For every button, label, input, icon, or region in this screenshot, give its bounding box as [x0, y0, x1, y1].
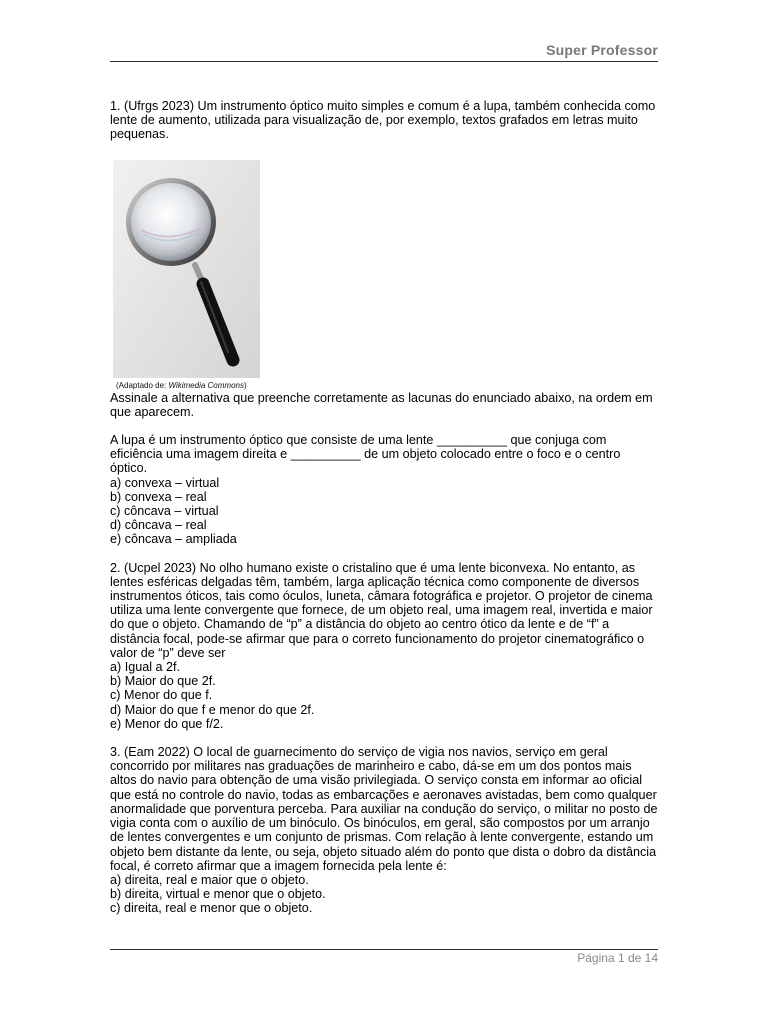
question-3-body: (Eam 2022) O local de guarnecimento do serviço de vigia nos navios, serviço em geral concorrido por militares nas graduações de marinheiro e cabo, dá-se em um dos pontos mais altos do navio para obtenção de uma visão privilegiada. O serviço consta em informar ao oficial que está no controle do navio, todas as embarcações e aeronaves avistadas, bem como qualquer anormalidade que porventura perceba. Para auxiliar na condução do serviço, o militar no posto de vigia conta com o auxílio de um binóculo. Os binóculos, em geral, são compostos por um arranjo de lentes convergentes e um conjunto de prismas. Com relação à lente convergente, estando um objeto bem distante da lente, ou seja, objeto situado além do ponto que dista o dobro da distância focal, é correto afirmar que a imagem fornecida pela lente é: — [110, 745, 658, 873]
option: b) convexa – real — [110, 489, 207, 504]
option: e) côncava – ampliada — [110, 532, 237, 547]
option: c) Menor do que f. — [110, 688, 213, 703]
option: c) côncava – virtual — [110, 504, 219, 519]
option: b) direita, virtual e menor que o objeto. — [110, 887, 326, 902]
option: c) direita, real e menor que o objeto. — [110, 901, 313, 916]
footer-divider — [110, 949, 658, 950]
question-1-number: 1 — [110, 99, 118, 113]
magnifying-glass-icon — [113, 160, 260, 378]
question-2-text: 2. (Ucpel 2023) No olho humano existe o cristalino que é uma lente biconvexa. No entanto, as lentes esféricas delgadas têm, também, larga aplicação técnica como componente de diversos instrumentos óticos, tais como óculos, luneta, câmara fotográfica e projetor. O projetor de cinema utiliza uma lente convergente que fornece, de um objeto real, uma imagem real, invertida e maior do que o objeto. Chamando de “p” a distância do objeto ao centro ótico da lente e de “f” a distância focal, pode-se afirmar que para o correto funcionamento do projetor cinematográfico o valor de “p” deve ser — [110, 560, 653, 660]
question-1-instruction: Assinale a alternativa que preenche corretamente as lacunas do enunciado abaixo, na ordem em que aparecem. — [110, 390, 653, 419]
question-3-number: 3 — [110, 745, 118, 760]
page-number: Página 1 de 14 — [577, 951, 658, 965]
option: a) convexa – virtual — [110, 475, 220, 490]
question-2-options — [110, 660, 660, 731]
question-2-body: (Ucpel 2023) No olho humano existe o cristalino que é uma lente biconvexa. No entanto, as lentes esféricas delgadas têm, também, larga aplicação técnica como componente de diversos instrumentos óticos, tais como óculos, luneta, câmara fotográfica e projetor. O projetor de cinema utiliza uma lente convergente que fornece, de um objeto real, uma imagem real, invertida e maior do que o objeto. Chamando de “p” a distância do objeto ao centro ótico da lente e de “f” a distância focal, pode-se afirmar que para o correto funcionamento do projetor cinematográfico o valor de “p” deve ser — [110, 560, 653, 660]
header-divider — [110, 61, 658, 62]
question-1-statement: A lupa é um instrumento óptico que consiste de uma lente __________ que conjuga com eficiência uma imagem direita e __________ de um objeto colocado entre o foco e o centro óptico. — [110, 433, 621, 476]
question-1-text: (Ufrgs 2023) Um instrumento óptico muito simples e comum é a lupa, também conhecida como lente de aumento, utilizada para visualização de, por exemplo, textos grafados em letras muito pequenas. — [110, 99, 656, 142]
caption-source: Wikimedia Commons — [168, 380, 244, 390]
option: d) côncava – real — [110, 518, 207, 533]
option: d) Maior do que f e menor do que 2f. — [110, 702, 315, 717]
question-1-options — [110, 476, 660, 547]
figure-caption — [116, 381, 660, 391]
question-1-intro: 1. (Ufrgs 2023) Um instrumento óptico muito simples e comum é a lupa, também conhecida como lente de aumento, utilizada para visualização de, por exemplo, textos grafados em letras muito pequenas. — [110, 99, 656, 142]
header-brand: Super Professor — [546, 42, 658, 58]
option: a) direita, real e maior que o objeto. — [110, 872, 309, 887]
option: e) Menor do que f/2. — [110, 716, 224, 731]
question-2-number: 2 — [110, 560, 118, 575]
option: a) Igual a 2f. — [110, 660, 181, 675]
question-3-options — [110, 873, 660, 916]
document-body — [110, 99, 660, 916]
magnifying-glass-photo — [113, 160, 260, 378]
caption-prefix: (Adaptado de: — [116, 380, 169, 390]
option: b) Maior do que 2f. — [110, 674, 216, 689]
question-3-text: 3. (Eam 2022) O local de guarnecimento do serviço de vigia nos navios, serviço em geral concorrido por militares nas graduações de marinheiro e cabo, dá-se em um dos pontos mais altos do navio para obtenção de uma visão privilegiada. O serviço consta em informar ao oficial que está no controle do navio, todas as embarcações e aeronaves avistadas, bem como qualquer anormalidade que porventura perceba. Para auxiliar na condução do serviço, o militar no posto de vigia conta com o auxílio de um binóculo. Os binóculos, em geral, são compostos por um arranjo de lentes convergentes e um conjunto de prismas. Com relação à lente convergente, estando um objeto bem distante da lente, ou seja, objeto situado além do ponto que dista o dobro da distância focal, é correto afirmar que a imagem fornecida pela lente é: — [110, 745, 658, 873]
caption-suffix: ) — [243, 380, 247, 390]
